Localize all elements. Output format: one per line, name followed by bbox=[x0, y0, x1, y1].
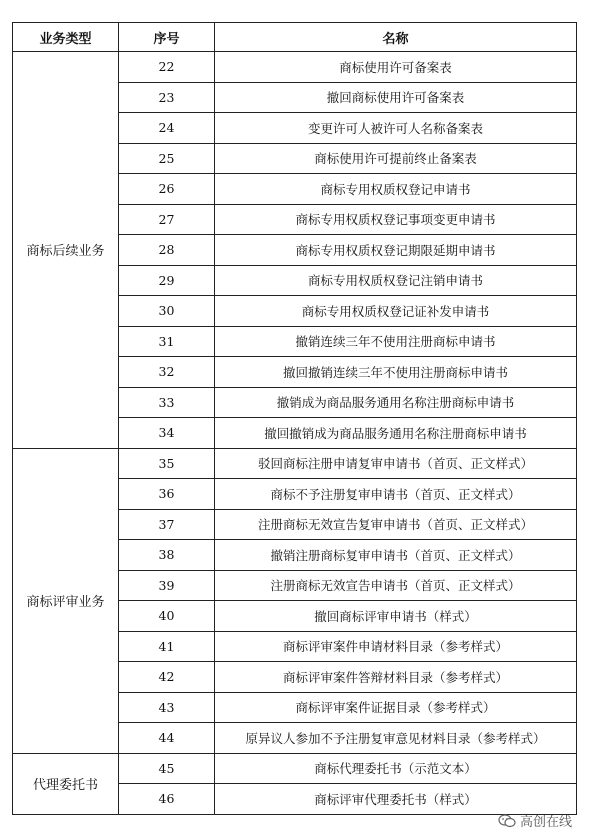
number-cell: 31 bbox=[119, 326, 215, 357]
form-name-cell: 注册商标无效宣告复审申请书（首页、正文样式） bbox=[215, 509, 577, 540]
number-cell: 22 bbox=[119, 52, 215, 83]
number-cell: 30 bbox=[119, 296, 215, 327]
form-name-cell: 撤回商标评审申请书（样式） bbox=[215, 601, 577, 632]
number-cell: 32 bbox=[119, 357, 215, 388]
number-cell: 33 bbox=[119, 387, 215, 418]
number-cell: 25 bbox=[119, 143, 215, 174]
number-cell: 24 bbox=[119, 113, 215, 144]
watermark-text: 高创在线 bbox=[519, 815, 572, 830]
number-cell: 41 bbox=[119, 631, 215, 662]
number-cell: 43 bbox=[119, 692, 215, 723]
form-name-cell: 商标评审代理委托书（样式） bbox=[215, 784, 577, 815]
number-cell: 35 bbox=[119, 448, 215, 479]
form-name-cell: 商标使用许可提前终止备案表 bbox=[215, 143, 577, 174]
header-number: 序号 bbox=[119, 23, 215, 52]
number-cell: 40 bbox=[119, 601, 215, 632]
business-type-cell: 商标后续业务 bbox=[13, 52, 119, 449]
number-cell: 42 bbox=[119, 662, 215, 693]
number-cell: 38 bbox=[119, 540, 215, 571]
table-body bbox=[13, 52, 577, 815]
form-name-cell: 商标评审案件证据目录（参考样式） bbox=[215, 692, 577, 723]
header-business-type: 业务类型 bbox=[13, 23, 119, 52]
form-name-cell: 撤回撤销连续三年不使用注册商标申请书 bbox=[215, 357, 577, 388]
form-name-cell: 注册商标无效宣告申请书（首页、正文样式） bbox=[215, 570, 577, 601]
form-name-cell: 商标不予注册复审申请书（首页、正文样式） bbox=[215, 479, 577, 510]
form-name-cell: 原异议人参加不予注册复审意见材料目录（参考样式） bbox=[215, 723, 577, 754]
form-name-cell: 变更许可人被许可人名称备案表 bbox=[215, 113, 577, 144]
number-cell: 23 bbox=[119, 82, 215, 113]
number-cell: 37 bbox=[119, 509, 215, 540]
form-name-cell: 撤销连续三年不使用注册商标申请书 bbox=[215, 326, 577, 357]
business-type-cell: 商标评审业务 bbox=[13, 448, 119, 753]
number-cell: 45 bbox=[119, 753, 215, 784]
table-row bbox=[13, 52, 577, 83]
header-row bbox=[13, 23, 577, 52]
table-row bbox=[13, 448, 577, 479]
number-cell: 46 bbox=[119, 784, 215, 815]
number-cell: 36 bbox=[119, 479, 215, 510]
form-name-cell: 商标使用许可备案表 bbox=[215, 52, 577, 83]
watermark bbox=[498, 811, 572, 830]
number-cell: 27 bbox=[119, 204, 215, 235]
wechat-icon bbox=[498, 814, 516, 828]
number-cell: 39 bbox=[119, 570, 215, 601]
form-name-cell: 商标专用权质权登记注销申请书 bbox=[215, 265, 577, 296]
number-cell: 29 bbox=[119, 265, 215, 296]
business-type-cell: 代理委托书 bbox=[13, 753, 119, 814]
form-name-cell: 撤回商标使用许可备案表 bbox=[215, 82, 577, 113]
form-name-cell: 撤回撤销成为商品服务通用名称注册商标申请书 bbox=[215, 418, 577, 449]
table-row bbox=[13, 753, 577, 784]
form-name-cell: 撤销成为商品服务通用名称注册商标申请书 bbox=[215, 387, 577, 418]
forms-table bbox=[12, 22, 577, 815]
number-cell: 34 bbox=[119, 418, 215, 449]
number-cell: 28 bbox=[119, 235, 215, 266]
form-name-cell: 商标评审案件申请材料目录（参考样式） bbox=[215, 631, 577, 662]
form-name-cell: 驳回商标注册申请复审申请书（首页、正文样式） bbox=[215, 448, 577, 479]
form-name-cell: 商标专用权质权登记申请书 bbox=[215, 174, 577, 205]
header-name: 名称 bbox=[215, 23, 577, 52]
number-cell: 26 bbox=[119, 174, 215, 205]
number-cell: 44 bbox=[119, 723, 215, 754]
form-name-cell: 商标专用权质权登记事项变更申请书 bbox=[215, 204, 577, 235]
form-name-cell: 商标专用权质权登记证补发申请书 bbox=[215, 296, 577, 327]
form-name-cell: 商标专用权质权登记期限延期申请书 bbox=[215, 235, 577, 266]
form-name-cell: 商标代理委托书（示范文本） bbox=[215, 753, 577, 784]
form-name-cell: 撤销注册商标复审申请书（首页、正文样式） bbox=[215, 540, 577, 571]
form-name-cell: 商标评审案件答辩材料目录（参考样式） bbox=[215, 662, 577, 693]
